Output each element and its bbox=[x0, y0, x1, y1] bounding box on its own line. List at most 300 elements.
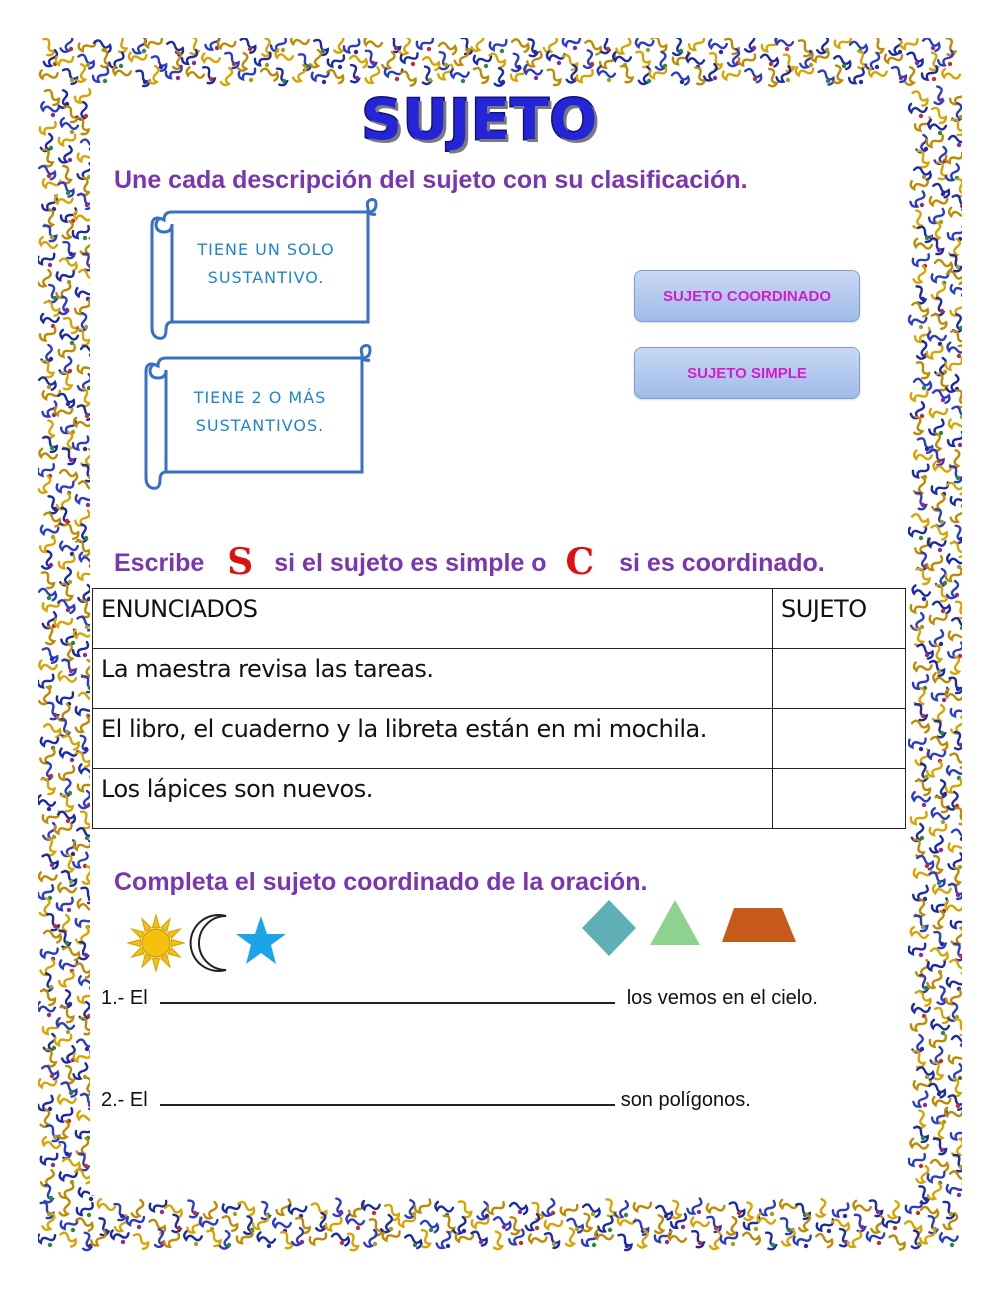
confetti-streamer bbox=[58, 1232, 78, 1248]
confetti-streamer bbox=[916, 1165, 928, 1183]
confetti-streamer bbox=[687, 1229, 707, 1249]
confetti-streamer bbox=[182, 1199, 201, 1219]
confetti-streamer bbox=[486, 1197, 506, 1217]
confetti-dot bbox=[646, 48, 650, 52]
question-suffix: son polígonos. bbox=[620, 1089, 751, 1111]
answer-cell[interactable] bbox=[773, 709, 906, 769]
confetti-dot bbox=[921, 714, 925, 718]
confetti-streamer bbox=[39, 731, 59, 749]
confetti-dot bbox=[227, 1243, 231, 1247]
confetti-dot bbox=[919, 747, 923, 751]
confetti-dot bbox=[68, 369, 72, 373]
confetti-streamer bbox=[162, 1229, 180, 1249]
confetti-dot bbox=[937, 248, 941, 252]
confetti-streamer bbox=[39, 66, 59, 82]
confetti-streamer bbox=[40, 310, 59, 325]
confetti-dot bbox=[922, 386, 926, 390]
confetti-dot bbox=[941, 609, 945, 613]
confetti-streamer bbox=[61, 221, 73, 239]
confetti-streamer bbox=[342, 1232, 361, 1252]
confetti-streamer bbox=[912, 790, 931, 804]
confetti-dot bbox=[517, 65, 521, 69]
answer-cell[interactable] bbox=[773, 769, 906, 829]
confetti-streamer bbox=[470, 66, 490, 84]
confetti-dot bbox=[50, 235, 54, 239]
heading-text-post: si es coordinado. bbox=[619, 549, 825, 577]
confetti-streamer bbox=[43, 930, 61, 942]
confetti-dot bbox=[49, 146, 53, 150]
confetti-dot bbox=[53, 924, 57, 928]
confetti-dot bbox=[68, 580, 72, 584]
confetti-streamer bbox=[719, 1227, 739, 1247]
confetti-streamer bbox=[907, 1149, 927, 1169]
confetti-dot bbox=[137, 1225, 141, 1229]
confetti-streamer bbox=[294, 52, 314, 72]
confetti-streamer bbox=[61, 735, 81, 751]
section2-heading bbox=[114, 538, 825, 583]
confetti-dot bbox=[922, 175, 926, 179]
confetti-streamer bbox=[561, 38, 581, 49]
answer-sujeto-simple[interactable]: SUJETO SIMPLE bbox=[634, 347, 860, 399]
confetti-streamer bbox=[776, 1216, 796, 1236]
confetti-dot bbox=[50, 1074, 54, 1078]
confetti-dot bbox=[411, 62, 415, 66]
confetti-streamer bbox=[360, 49, 379, 69]
confetti-streamer bbox=[946, 552, 962, 566]
confetti-dot bbox=[66, 608, 70, 612]
confetti-streamer bbox=[726, 1201, 746, 1218]
confetti-streamer bbox=[382, 51, 395, 69]
confetti-dot bbox=[85, 203, 89, 207]
confetti-streamer bbox=[904, 1196, 924, 1216]
confetti-streamer bbox=[77, 38, 97, 54]
confetti-streamer bbox=[40, 521, 60, 538]
confetti-dot bbox=[120, 1214, 124, 1218]
confetti-streamer bbox=[929, 508, 947, 528]
confetti-streamer bbox=[522, 38, 541, 58]
confetti-dot bbox=[608, 1228, 612, 1232]
confetti-streamer bbox=[927, 871, 947, 888]
confetti-dot bbox=[770, 1212, 774, 1216]
confetti-streamer bbox=[58, 954, 78, 971]
confetti-streamer bbox=[690, 1214, 709, 1229]
confetti-dot bbox=[787, 1228, 791, 1232]
confetti-dot bbox=[209, 77, 213, 81]
confetti-streamer bbox=[41, 100, 60, 114]
table-header-row bbox=[93, 589, 906, 649]
confetti-dot bbox=[446, 1244, 450, 1248]
confetti-dot bbox=[607, 78, 611, 82]
confetti-streamer bbox=[75, 714, 90, 733]
confetti-streamer bbox=[908, 627, 926, 647]
question-1 bbox=[101, 984, 818, 1010]
confetti-streamer bbox=[710, 1232, 721, 1249]
confetti-dot bbox=[47, 385, 51, 389]
confetti-streamer bbox=[912, 149, 932, 169]
confetti-streamer bbox=[38, 38, 57, 57]
confetti-streamer bbox=[198, 65, 218, 85]
confetti-streamer bbox=[931, 1006, 951, 1024]
confetti-streamer bbox=[404, 1234, 423, 1248]
confetti-dot bbox=[66, 1030, 70, 1034]
confetti-streamer bbox=[946, 271, 962, 285]
confetti-streamer bbox=[914, 437, 934, 454]
table-row bbox=[93, 649, 906, 709]
confetti-dot bbox=[960, 415, 962, 419]
confetti-streamer bbox=[39, 435, 59, 453]
confetti-dot bbox=[769, 62, 773, 66]
confetti-streamer bbox=[914, 477, 925, 494]
confetti-streamer bbox=[38, 777, 57, 796]
confetti-streamer bbox=[42, 300, 62, 317]
confetti-streamer bbox=[272, 1215, 291, 1230]
confetti-streamer bbox=[931, 1018, 949, 1031]
confetti-streamer bbox=[686, 52, 704, 64]
confetti-streamer bbox=[911, 514, 930, 528]
sentence-cell: El libro, el cuaderno y la libreta están en mi mochila. bbox=[93, 709, 773, 769]
confetti-streamer bbox=[908, 1049, 928, 1069]
confetti-dot bbox=[176, 76, 180, 80]
confetti-dot bbox=[47, 174, 51, 178]
confetti-dot bbox=[809, 63, 813, 67]
confetti-streamer bbox=[435, 1200, 453, 1213]
confetti-dot bbox=[371, 61, 375, 65]
confetti-streamer bbox=[816, 69, 836, 86]
confetti-streamer bbox=[60, 470, 77, 481]
header-sujeto: SUJETO bbox=[773, 589, 906, 649]
confetti-streamer bbox=[422, 57, 441, 71]
confetti-dot bbox=[69, 669, 73, 673]
confetti-streamer bbox=[705, 1199, 725, 1216]
confetti-dot bbox=[85, 1047, 89, 1051]
confetti-streamer bbox=[39, 942, 59, 961]
description-scroll-2[interactable] bbox=[140, 344, 380, 479]
confetti-dot bbox=[86, 63, 90, 67]
confetti-dot bbox=[282, 79, 286, 83]
triangle-icon bbox=[648, 898, 702, 948]
confetti-dot bbox=[920, 625, 924, 629]
confetti-streamer bbox=[910, 285, 929, 305]
confetti-streamer bbox=[54, 718, 72, 738]
confetti-streamer bbox=[433, 51, 451, 71]
confetti-dot bbox=[47, 1013, 51, 1017]
confetti-streamer bbox=[528, 1230, 548, 1246]
confetti-streamer bbox=[911, 249, 931, 269]
confetti-streamer bbox=[342, 38, 361, 55]
confetti-dot bbox=[940, 520, 944, 524]
confetti-dot bbox=[955, 593, 959, 597]
confetti-streamer bbox=[290, 38, 309, 47]
confetti-dot bbox=[920, 203, 924, 207]
confetti-dot bbox=[53, 1135, 57, 1139]
confetti-streamer bbox=[184, 38, 202, 56]
confetti-dot bbox=[697, 1210, 701, 1214]
confetti-streamer bbox=[616, 64, 636, 84]
confetti-dot bbox=[920, 836, 924, 840]
sun-ray bbox=[153, 959, 160, 971]
confetti-dot bbox=[625, 1244, 629, 1248]
confetti-streamer bbox=[908, 311, 928, 328]
confetti-dot bbox=[920, 1047, 924, 1051]
confetti-streamer bbox=[58, 240, 78, 260]
confetti-streamer bbox=[73, 1152, 92, 1172]
confetti-dot bbox=[860, 1225, 864, 1229]
confetti-streamer bbox=[926, 448, 946, 467]
answer-blank-2[interactable] bbox=[160, 1086, 615, 1106]
description-scroll-1[interactable] bbox=[146, 198, 386, 333]
confetti-dot bbox=[754, 1227, 758, 1231]
confetti-dot bbox=[624, 1213, 628, 1217]
confetti-dot bbox=[940, 309, 944, 313]
confetti-streamer bbox=[907, 521, 927, 539]
confetti-dot bbox=[956, 265, 960, 269]
confetti-dot bbox=[356, 1226, 360, 1230]
confetti-dot bbox=[85, 625, 89, 629]
confetti-streamer bbox=[471, 38, 483, 51]
confetti-streamer bbox=[58, 968, 75, 988]
confetti-streamer bbox=[60, 328, 78, 341]
confetti-streamer bbox=[933, 705, 944, 722]
confetti-streamer bbox=[143, 38, 163, 50]
confetti-dot bbox=[925, 1075, 929, 1079]
confetti-dot bbox=[922, 803, 926, 807]
confetti-streamer bbox=[55, 265, 75, 283]
answer-blank-1[interactable] bbox=[160, 984, 615, 1004]
confetti-streamer bbox=[454, 1200, 474, 1219]
confetti-streamer bbox=[928, 608, 948, 627]
confetti-streamer bbox=[913, 990, 933, 1007]
confetti-streamer bbox=[910, 1125, 930, 1143]
confetti-streamer bbox=[831, 1199, 850, 1219]
confetti-dot bbox=[919, 325, 923, 329]
scroll-text-line1: TIENE UN SOLO bbox=[197, 240, 335, 259]
confetti-streamer bbox=[928, 192, 948, 209]
confetti-streamer bbox=[488, 38, 508, 53]
confetti-streamer bbox=[910, 491, 929, 511]
confetti-streamer bbox=[938, 1200, 958, 1220]
confetti-dot bbox=[960, 1043, 962, 1047]
confetti-dot bbox=[960, 837, 962, 841]
confetti-dot bbox=[771, 1243, 775, 1247]
confetti-dot bbox=[413, 1243, 417, 1247]
confetti-streamer bbox=[293, 64, 307, 83]
confetti-streamer bbox=[705, 51, 725, 71]
confetti-streamer bbox=[632, 1196, 652, 1214]
table-row bbox=[93, 769, 906, 829]
confetti-streamer bbox=[926, 758, 943, 778]
confetti-streamer bbox=[38, 1073, 58, 1090]
confetti-streamer bbox=[57, 1121, 69, 1139]
confetti-streamer bbox=[580, 49, 595, 68]
confetti-streamer bbox=[219, 1215, 239, 1232]
confetti-streamer bbox=[907, 938, 927, 957]
confetti-streamer bbox=[38, 359, 56, 379]
confetti-streamer bbox=[929, 525, 949, 541]
confetti-streamer bbox=[743, 38, 757, 52]
confetti-streamer bbox=[669, 38, 685, 56]
confetti-dot bbox=[428, 78, 432, 82]
sun-icon bbox=[126, 912, 186, 974]
confetti-streamer bbox=[668, 1231, 686, 1243]
confetti-dot bbox=[785, 47, 789, 51]
confetti-dot bbox=[53, 507, 57, 511]
confetti-streamer bbox=[56, 371, 75, 391]
confetti-dot bbox=[143, 80, 147, 84]
question-suffix: los vemos en el cielo. bbox=[626, 987, 818, 1009]
confetti-streamer bbox=[930, 948, 948, 961]
confetti-streamer bbox=[928, 118, 946, 131]
confetti-streamer bbox=[399, 47, 419, 66]
confetti-dot bbox=[52, 835, 56, 839]
confetti-streamer bbox=[38, 868, 58, 884]
confetti-dot bbox=[937, 459, 941, 463]
confetti-dot bbox=[575, 1227, 579, 1231]
confetti-dot bbox=[68, 791, 72, 795]
answer-sujeto-coordinado[interactable]: SUJETO COORDINADO bbox=[634, 270, 860, 322]
confetti-streamer bbox=[398, 70, 418, 86]
confetti-streamer bbox=[271, 67, 290, 87]
confetti-streamer bbox=[58, 658, 78, 677]
confetti-dot bbox=[552, 1242, 556, 1246]
confetti-streamer bbox=[72, 116, 92, 136]
confetti-dot bbox=[65, 730, 69, 734]
confetti-streamer bbox=[38, 1000, 55, 1014]
confetti-streamer bbox=[147, 66, 160, 84]
confetti-streamer bbox=[931, 1092, 951, 1109]
confetti-streamer bbox=[58, 1165, 78, 1183]
confetti-streamer bbox=[58, 1180, 74, 1200]
confetti-dot bbox=[192, 61, 196, 65]
confetti-dot bbox=[961, 293, 962, 297]
confetti-streamer bbox=[109, 1202, 129, 1222]
confetti-dot bbox=[557, 61, 561, 65]
confetti-streamer bbox=[833, 55, 852, 69]
confetti-streamer bbox=[543, 38, 558, 54]
confetti-dot bbox=[937, 881, 941, 885]
confetti-streamer bbox=[493, 1217, 512, 1231]
confetti-dot bbox=[519, 1241, 523, 1245]
confetti-dot bbox=[500, 49, 504, 53]
confetti-streamer bbox=[506, 52, 523, 72]
confetti-dot bbox=[941, 820, 945, 824]
confetti-streamer bbox=[912, 863, 932, 880]
confetti-streamer bbox=[216, 38, 236, 51]
confetti-dot bbox=[752, 46, 756, 50]
confetti-dot bbox=[958, 443, 962, 447]
confetti-dot bbox=[915, 61, 919, 65]
confetti-streamer bbox=[38, 657, 57, 672]
confetti-dot bbox=[957, 1193, 961, 1197]
confetti-streamer bbox=[927, 1083, 946, 1098]
confetti-streamer bbox=[58, 915, 69, 932]
confetti-dot bbox=[534, 76, 538, 80]
confetti-streamer bbox=[915, 855, 934, 870]
confetti-streamer bbox=[186, 67, 204, 79]
confetti-dot bbox=[925, 653, 929, 657]
confetti-dot bbox=[949, 1212, 953, 1216]
confetti-streamer bbox=[927, 328, 946, 343]
sun-ray bbox=[132, 929, 144, 938]
confetti-dot bbox=[249, 78, 253, 82]
confetti-streamer bbox=[908, 100, 927, 115]
sun-ray bbox=[161, 955, 170, 967]
confetti-streamer bbox=[887, 1234, 907, 1250]
confetti-streamer bbox=[931, 795, 951, 814]
confetti-streamer bbox=[56, 181, 76, 198]
confetti-streamer bbox=[849, 1213, 868, 1233]
confetti-streamer bbox=[56, 393, 75, 408]
confetti-dot bbox=[956, 476, 960, 480]
confetti-streamer bbox=[71, 221, 91, 241]
confetti-dot bbox=[84, 114, 88, 118]
confetti-dot bbox=[69, 252, 73, 256]
confetti-streamer bbox=[59, 744, 79, 760]
confetti-streamer bbox=[58, 870, 78, 888]
confetti-streamer bbox=[41, 419, 57, 439]
confetti-streamer bbox=[38, 475, 50, 493]
confetti-streamer bbox=[949, 1171, 962, 1185]
confetti-streamer bbox=[511, 39, 530, 53]
confetti-streamer bbox=[203, 1201, 217, 1220]
confetti-streamer bbox=[945, 899, 962, 913]
confetti-streamer bbox=[59, 1081, 79, 1098]
answer-cell[interactable] bbox=[773, 649, 906, 709]
section3-heading: Completa el sujeto coordinado de la oración. bbox=[114, 868, 648, 896]
confetti-streamer bbox=[912, 584, 930, 596]
confetti-streamer bbox=[949, 278, 962, 296]
confetti-streamer bbox=[56, 582, 76, 602]
diamond-icon bbox=[580, 898, 638, 960]
confetti-dot bbox=[665, 1240, 669, 1244]
confetti-dot bbox=[920, 414, 924, 418]
confetti-streamer bbox=[415, 38, 435, 52]
confetti-streamer bbox=[949, 489, 962, 508]
confetti-streamer bbox=[59, 538, 78, 553]
confetti-streamer bbox=[760, 1231, 779, 1251]
confetti-dot bbox=[121, 1240, 125, 1244]
confetti-dot bbox=[68, 1002, 72, 1006]
confetti-dot bbox=[921, 1136, 925, 1140]
confetti-dot bbox=[193, 1211, 197, 1215]
confetti-streamer bbox=[595, 38, 612, 55]
confetti-dot bbox=[49, 357, 53, 361]
confetti-streamer bbox=[54, 929, 73, 949]
question-prefix: 2.- El bbox=[101, 1089, 148, 1111]
sun-ray bbox=[132, 948, 144, 957]
confetti-dot bbox=[679, 49, 683, 53]
confetti-dot bbox=[340, 1241, 344, 1245]
confetti-streamer bbox=[632, 50, 652, 69]
confetti-dot bbox=[444, 63, 448, 67]
confetti-dot bbox=[47, 807, 51, 811]
confetti-streamer bbox=[418, 65, 435, 85]
confetti-streamer bbox=[742, 1232, 760, 1244]
confetti-dot bbox=[937, 670, 941, 674]
confetti-dot bbox=[51, 113, 55, 117]
confetti-streamer bbox=[132, 1200, 144, 1218]
confetti-streamer bbox=[56, 793, 76, 813]
confetti-dot bbox=[70, 78, 74, 82]
confetti-dot bbox=[48, 1243, 52, 1247]
confetti-dot bbox=[84, 536, 88, 540]
page-title: SUJETO bbox=[361, 88, 599, 153]
confetti-streamer bbox=[927, 1181, 942, 1200]
confetti-streamer bbox=[888, 1201, 900, 1219]
confetti-dot bbox=[664, 1214, 668, 1218]
confetti-streamer bbox=[910, 702, 930, 722]
confetti-dot bbox=[937, 1092, 941, 1096]
confetti-streamer bbox=[947, 341, 962, 354]
